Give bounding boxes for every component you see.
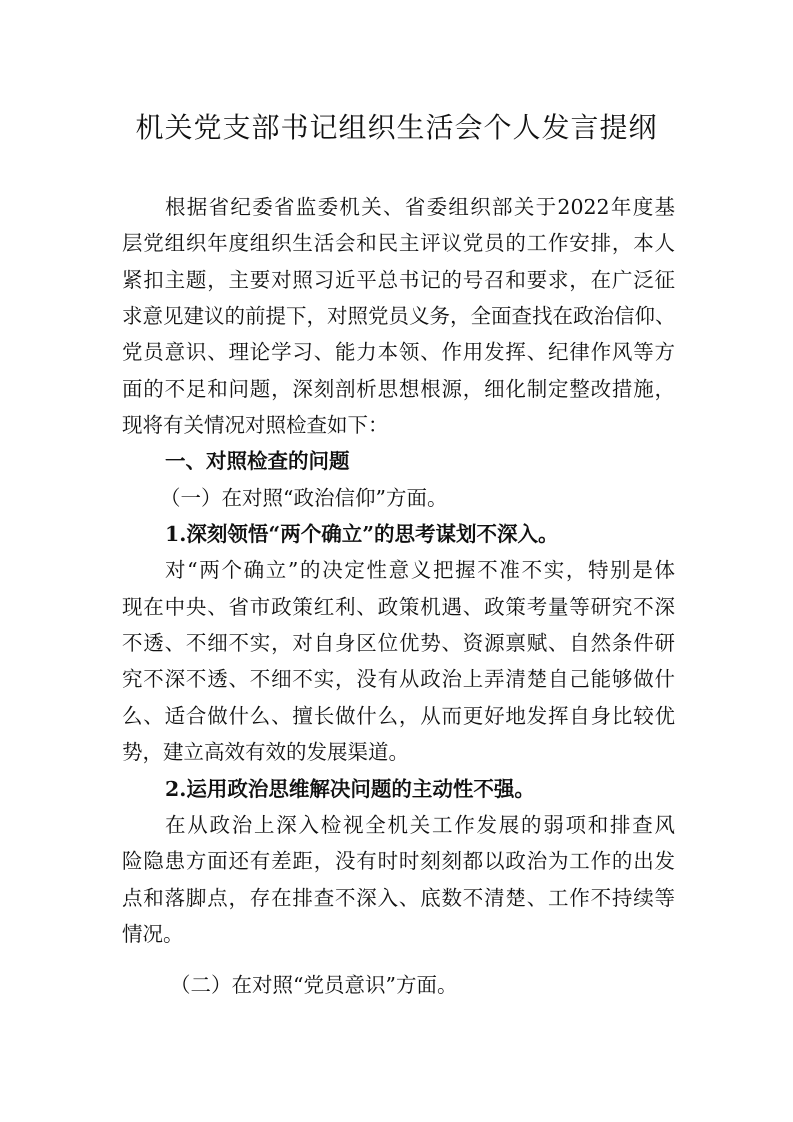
- text-line: 紧扣主题，主要对照习近平总书记的号召和要求，在广泛征: [122, 267, 675, 292]
- text-line: 面的不足和问题，深刻剖析思想根源，细化制定整改措施，: [122, 376, 675, 401]
- subsection-heading: （二）在对照“党员意识”方面。: [170, 973, 458, 998]
- text-line: 么、适合做什么、擅长做什么，从而更好地发挥自身比较优: [122, 703, 675, 728]
- document-body: [122, 189, 675, 1004]
- subsection-heading: （一）在对照“政治信仰”方面。: [160, 485, 448, 510]
- text-line: 势，建立高效有效的发展渠道。: [122, 740, 409, 765]
- text-line: 情况。: [122, 921, 184, 946]
- section-heading: 一、对照检查的问题: [165, 449, 350, 474]
- text-line: 对“两个确立”的决定性意义把握不准不实，特别是体: [165, 558, 675, 583]
- text-line: 求意见建议的前提下，对照党员义务，全面查找在政治信仰、: [122, 304, 676, 329]
- text-line: 究不深不透、不细不实，没有从政治上弄清楚自己能够做什: [122, 667, 675, 692]
- item-heading: 1.深刻领悟“两个确立”的思考谋划不深入。: [165, 522, 559, 547]
- text-line: 党员意识、理论学习、能力本领、作用发挥、纪律作风等方: [122, 340, 675, 365]
- text-line: 现将有关情况对照检查如下：: [122, 413, 389, 438]
- item-heading: 2.运用政治思维解决问题的主动性不强。: [165, 776, 535, 801]
- item2-paragraph: [122, 807, 675, 952]
- text-line: 不透、不细不实，对自身区位优势、资源禀赋、自然条件研: [122, 631, 675, 656]
- text-line: 现在中央、省市政策红利、政策机遇、政策考量等研究不深: [122, 594, 675, 619]
- text-line: 层党组织年度组织生活会和民主评议党员的工作安排，本人: [122, 231, 675, 256]
- intro-paragraph: [122, 189, 675, 443]
- text-line: 险隐患方面还有差距，没有时时刻刻都以政治为工作的出发: [122, 849, 675, 874]
- text-line: 点和落脚点，存在排查不深入、底数不清楚、工作不持续等: [122, 885, 675, 910]
- text-line: 在从政治上深入检视全机关工作发展的弱项和排查风: [165, 812, 675, 837]
- item1-paragraph: [122, 552, 675, 770]
- document-title: 机关党支部书记组织生活会个人发言提纲: [135, 111, 658, 144]
- text-line: 根据省纪委省监委机关、省委组织部关于2022年度基: [165, 195, 675, 219]
